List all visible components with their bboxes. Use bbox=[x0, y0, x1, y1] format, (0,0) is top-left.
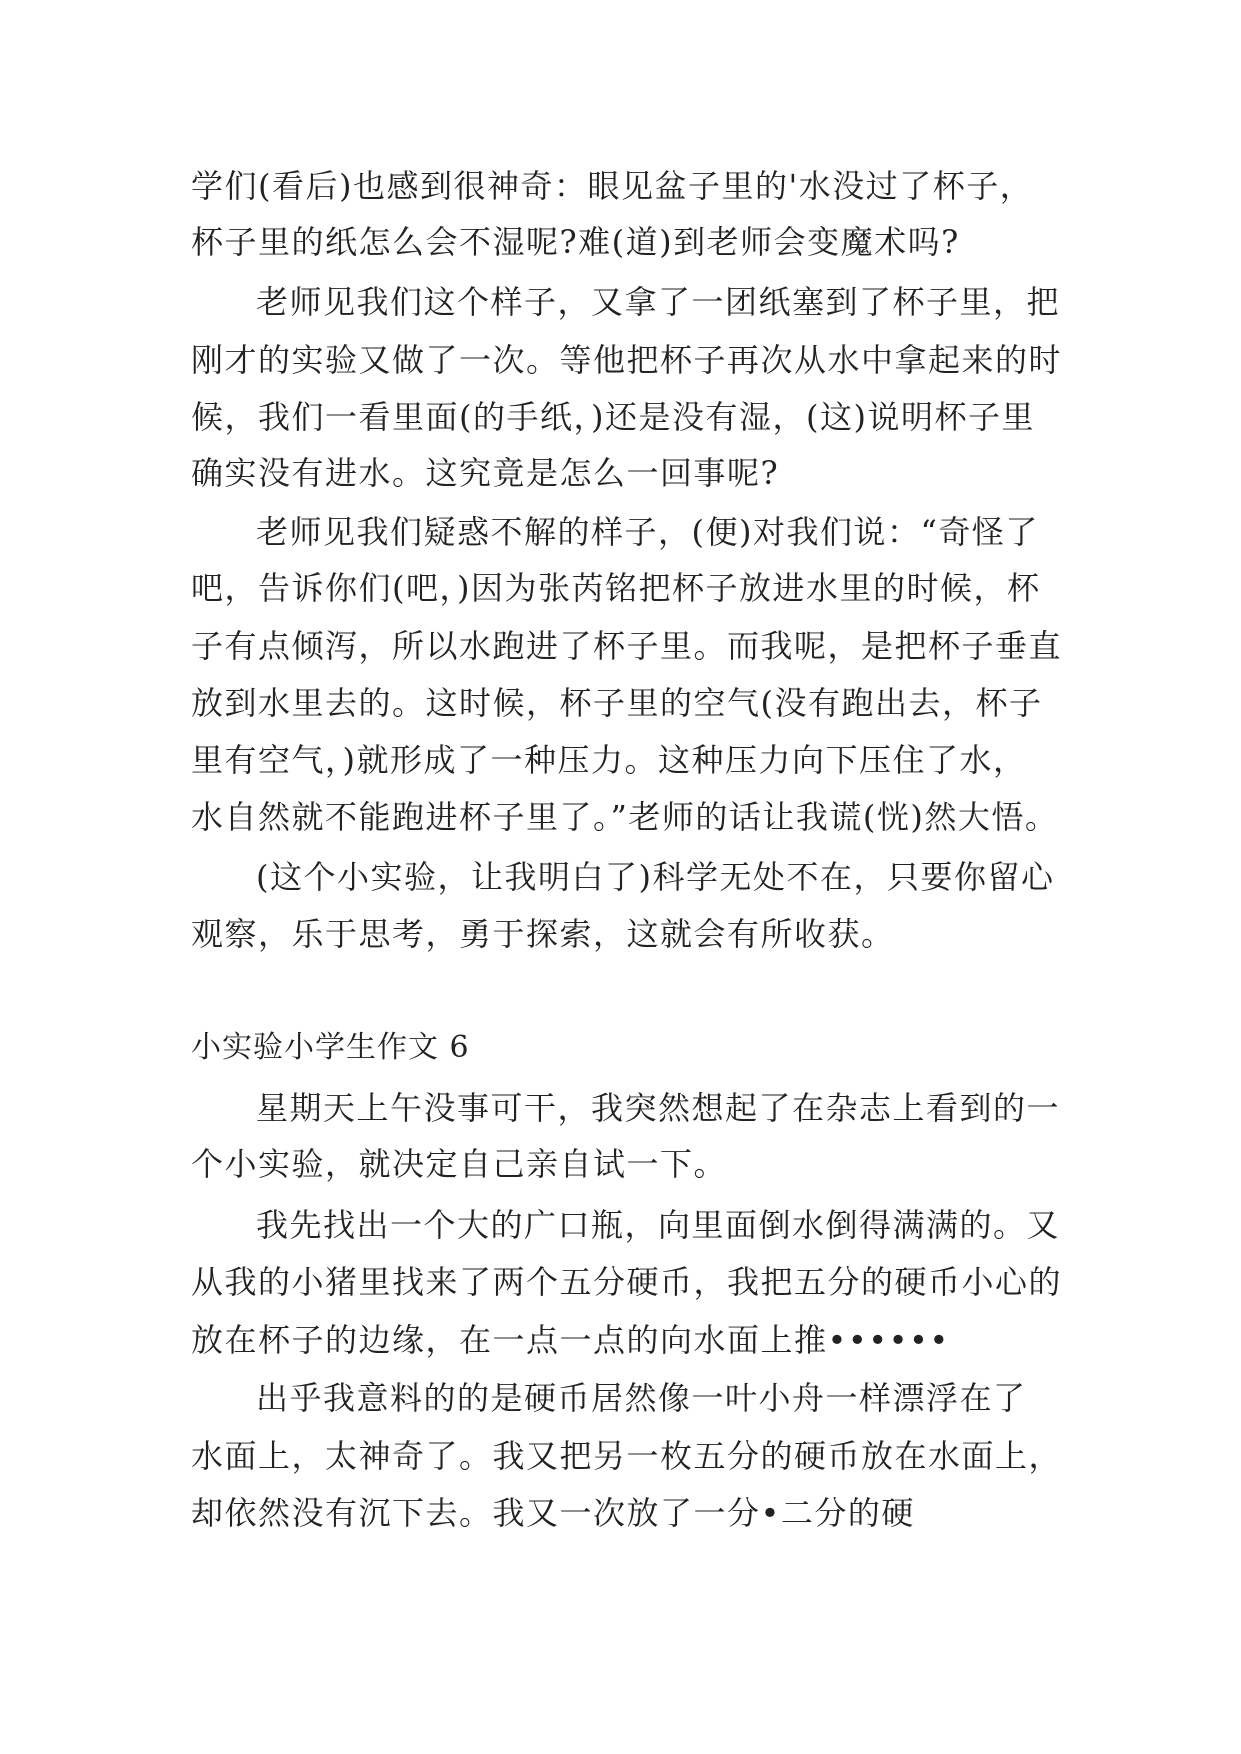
paragraph-line: 放在杯子的边缘，在一点一点的向水面上推•••••• bbox=[191, 1321, 950, 1359]
paragraph-line: 刚才的实验又做了一次。等他把杯子再次从水中拿起来的时 bbox=[191, 341, 1063, 379]
paragraph-line: 吧，告诉你们(吧，)因为张芮铭把杯子放进水里的时候，杯 bbox=[191, 569, 1041, 607]
paragraph-line: 却依然没有沉下去。我又一次放了一分•二分的硬 bbox=[191, 1494, 915, 1532]
paragraph-line: 确实没有进水。这究竟是怎么一回事呢? bbox=[191, 454, 780, 492]
paragraph-line: (这个小实验，让我明白了)科学无处不在，只要你留心 bbox=[256, 858, 1055, 896]
paragraph-line: 老师见我们疑惑不解的样子，(便)对我们说：“奇怪了 bbox=[256, 513, 1039, 551]
paragraph-line: 老师见我们这个样子，又拿了一团纸塞到了杯子里，把 bbox=[256, 283, 1061, 321]
section-heading: 小实验小学生作文 6 bbox=[191, 1030, 470, 1065]
paragraph-line: 从我的小猪里找来了两个五分硬币，我把五分的硬币小心的 bbox=[191, 1263, 1063, 1301]
paragraph-line: 候，我们一看里面(的手纸，)还是没有湿，(这)说明杯子里 bbox=[191, 398, 1035, 436]
paragraph-line: 观察，乐于思考，勇于探索，这就会有所收获。 bbox=[191, 915, 895, 953]
paragraph-line: 杯子里的纸怎么会不湿呢?难(道)到老师会变魔术吗? bbox=[191, 223, 960, 261]
paragraph-line: 我先找出一个大的广口瓶，向里面倒水倒得满满的。又 bbox=[256, 1206, 1061, 1244]
paragraph-line: 里有空气，)就形成了一种压力。这种压力向下压住了水， bbox=[191, 741, 1027, 779]
paragraph-line: 个小实验，就决定自己亲自试一下。 bbox=[191, 1145, 728, 1183]
paragraph-line: 星期天上午没事可干，我突然想起了在杂志上看到的一 bbox=[256, 1089, 1061, 1127]
paragraph-line: 学们(看后)也感到很神奇：眼见盆子里的'水没过了杯子， bbox=[191, 167, 1034, 205]
paragraph-line: 出乎我意料的的是硬币居然像一叶小舟一样漂浮在了 bbox=[256, 1379, 1027, 1417]
paragraph-line: 水自然就不能跑进杯子里了。”老师的话让我谎(恍)然大悟。 bbox=[191, 798, 1059, 836]
paragraph-line: 放到水里去的。这时候，杯子里的空气(没有跑出去，杯子 bbox=[191, 684, 1043, 722]
paragraph-line: 子有点倾泻，所以水跑进了杯子里。而我呢，是把杯子垂直 bbox=[191, 627, 1063, 665]
paragraph-line: 水面上，太神奇了。我又把另一枚五分的硬币放在水面上， bbox=[191, 1437, 1063, 1475]
